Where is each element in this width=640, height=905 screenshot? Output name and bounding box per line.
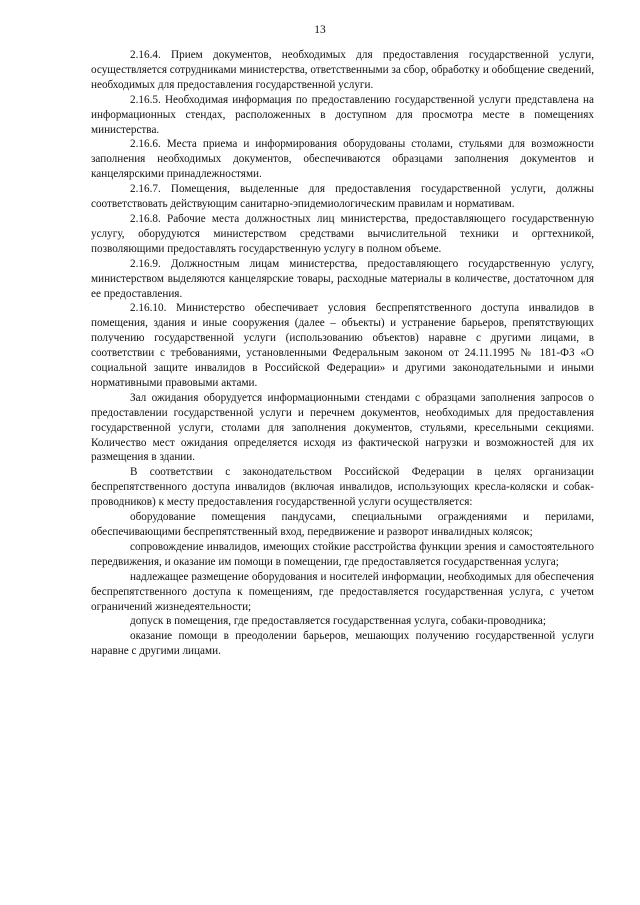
list-item-ramps: оборудование помещения пандусами, специальными ограждениями и перилами, обеспечивающими беспрепятственный вход, передвижение и разворот инвалидных колясок; — [91, 511, 594, 538]
paragraph-waiting-hall: Зал ожидания оборудуется информационными стендами с образцами заполнения запросов о предоставлении государственной услуги и перечнем документов, необходимых для предоставления государственной услуги, столами для заполнения документов, стульями, кресельными секциями. Количество мест ожидания определяется исходя из фактической нагрузки и возможностей для их размещения в здании. — [91, 391, 594, 464]
list-item-barrier-help: оказание помощи в преодолении барьеров, мешающих получению государственной услуги наравне с другими лицами. — [91, 630, 594, 658]
list-item-guide-dog: допуск в помещения, где предоставляется государственная услуга, собаки-проводника; — [130, 615, 546, 628]
list-item-escort: сопровождение инвалидов, имеющих стойкие расстройства функции зрения и самостоятельного передвижения, и оказание им помощи в помещении, где предоставляется государственная услуга; — [91, 540, 594, 568]
paragraph-accessibility-intro: В соответствии с законодательством Российской Федерации в целях организации беспрепятственного доступа инвалидов (включая инвалидов, использующих кресла-коляски и собак-проводников) к месту предоставления государственной услуги осуществляется: — [91, 466, 594, 509]
page-number: 13 — [314, 24, 326, 36]
paragraph-2-16-9: 2.16.9. Должностным лицам министерства, предоставляющего государственную услугу, министерством выделяются канцелярские товары, расходные материалы в количестве, достаточном для ее предоставления. — [91, 257, 594, 300]
paragraph-2-16-6: 2.16.6. Места приема и информирования оборудованы столами, стульями для возможности заполнения необходимых документов, обеспечиваются образцами заполнения документов и канцелярскими принадлежностями. — [91, 138, 594, 181]
paragraph-2-16-7: 2.16.7. Помещения, выделенные для предоставления государственной услуги, должны соответствовать действующим санитарно-эпидемиологическим правилам и нормативам. — [91, 183, 594, 211]
paragraph-2-16-4: 2.16.4. Прием документов, необходимых для предоставления государственной услуги, осуществляется сотрудниками министерства, ответственными за сбор, обработку и обобщение сведений, необходимых для предоставления государственной услуги. — [91, 49, 594, 91]
paragraph-2-16-5: 2.16.5. Необходимая информация по предоставлению государственной услуги представлена на информационных стендах, расположенных в доступном для просмотра месте в помещениях министерства. — [91, 93, 594, 136]
document-body — [91, 48, 594, 659]
paragraph-2-16-8: 2.16.8. Рабочие места должностных лиц министерства, предоставляющего государственную услугу, оборудуются министерством средствами вычислительной техники и оргтехникой, позволяющими предоставлять государственную услугу в полном объеме. — [91, 212, 594, 255]
paragraph-2-16-10: 2.16.10. Министерство обеспечивает условия беспрепятственного доступа инвалидов в помещения, здания и иные сооружения (далее – объекты) и устранение барьеров, препятствующих получению государственной услуги (использованию объектов) наравне с другими лицами, в соответствии с требованиями, установленными Федеральным законом от 24.11.1995 № 181-ФЗ «О социальной защите инвалидов в Российской Федерации» и другими законодательными и иными нормативными правовыми актами. — [91, 302, 594, 389]
list-item-equipment-placement: надлежащее размещение оборудования и носителей информации, необходимых для обеспечения беспрепятственного доступа к помещениям, где предоставляется государственная услуга, с учетом ограничений жизнедеятельности; — [91, 570, 594, 613]
